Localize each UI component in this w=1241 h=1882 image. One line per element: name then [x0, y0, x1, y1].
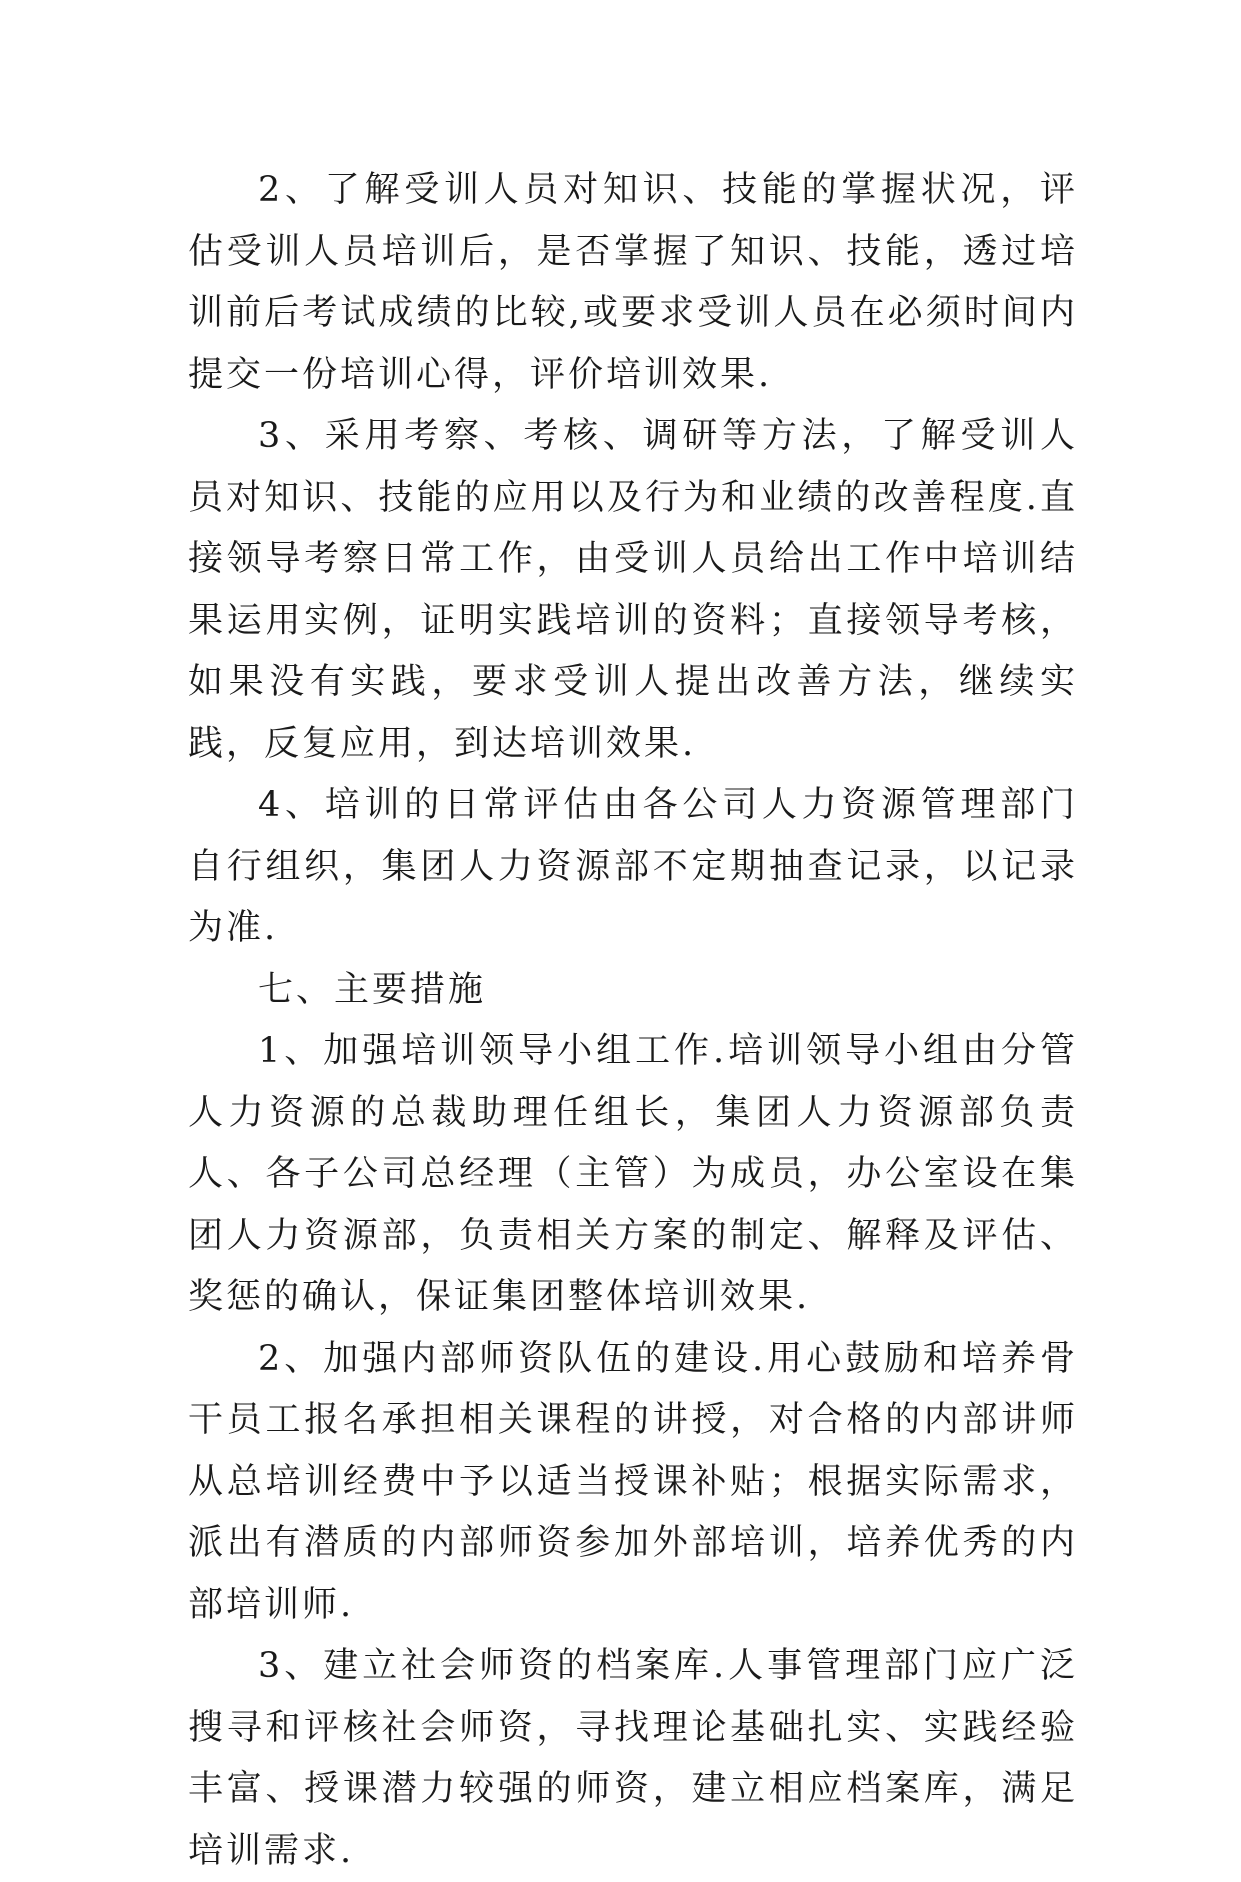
paragraph-evaluation-2: 2、了解受训人员对知识、技能的掌握状况，评估受训人员培训后，是否掌握了知识、技能，透过培训前后考试成绩的比较,或要求受训人员在必须时间内提交一份培训心得，评价培训效果. — [188, 170, 1078, 395]
paragraph-measure-1: 1、加强培训领导小组工作.培训领导小组由分管人力资源的总裁助理任组长，集团人力资源部负责人、各子公司总经理（主管）为成员，办公室设在集团人力资源部，负责相关方案的制定、解释及评估、奖惩的确认，保证集团整体培训效果. — [188, 1031, 1078, 1317]
paragraph-evaluation-4: 4、培训的日常评估由各公司人力资源管理部门自行组织，集团人力资源部不定期抽查记录，以记录为准. — [188, 785, 1078, 948]
paragraph-measure-2: 2、加强内部师资队伍的建设.用心鼓励和培养骨干员工报名承担相关课程的讲授，对合格的内部讲师从总培训经费中予以适当授课补贴；根据实际需求，派出有潜质的内部师资参加外部培训，培养优秀的内部培训师. — [188, 1338, 1078, 1625]
document-body — [188, 160, 1078, 1882]
section-heading-main-measures: 七、主要措施 — [258, 969, 487, 1010]
paragraph-evaluation-3: 3、采用考察、考核、调研等方法，了解受训人员对知识、技能的应用以及行为和业绩的改善程度.直接领导考察日常工作，由受训人员给出工作中培训结果运用实例，证明实践培训的资料；直接领导考核，如果没有实践，要求受训人提出改善方法，继续实践，反复应用，到达培训效果. — [188, 416, 1078, 764]
paragraph-measure-3: 3、建立社会师资的档案库.人事管理部门应广泛搜寻和评核社会师资，寻找理论基础扎实、实践经验丰富、授课潜力较强的师资，建立相应档案库，满足培训需求. — [188, 1646, 1078, 1871]
